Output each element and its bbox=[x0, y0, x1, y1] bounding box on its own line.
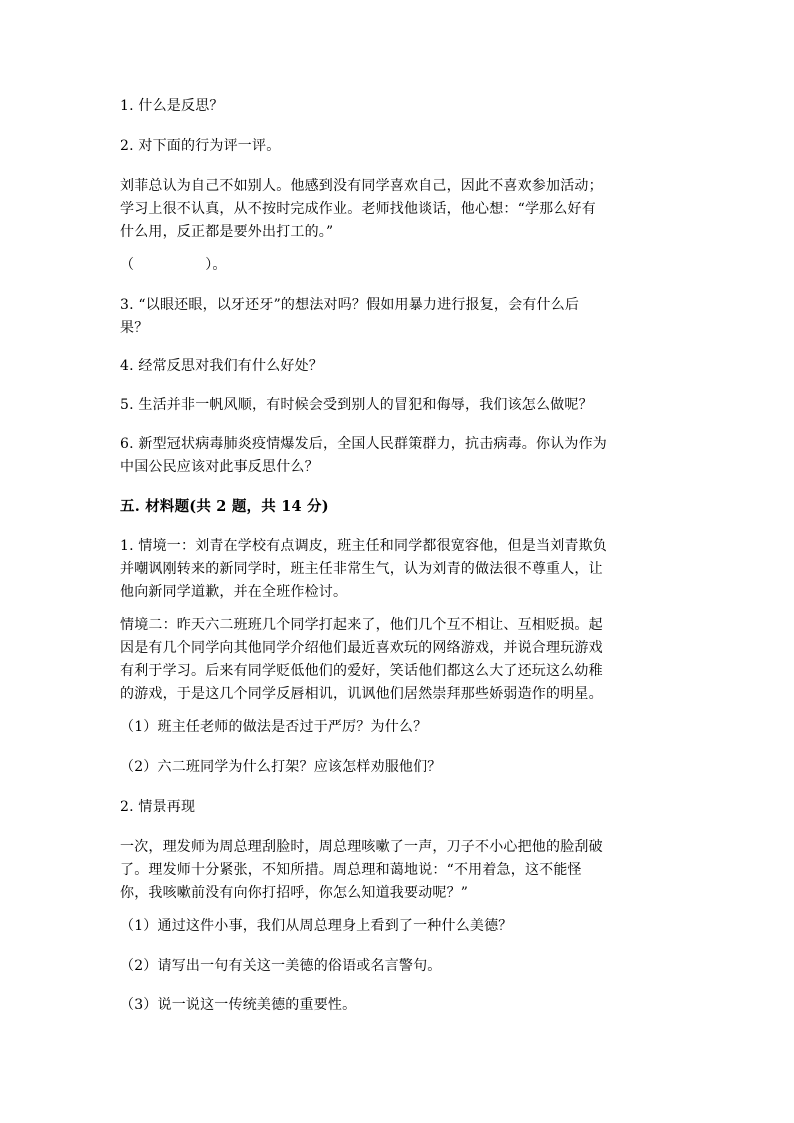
sub-question-text: （2）请写出一句有关这一美德的俗语或名言警句。 bbox=[120, 958, 442, 974]
sub-question-1-1 bbox=[120, 716, 680, 739]
scenario-text: 学习上很不认真，从不按时完成作业。老师找他谈话，他心想：“学那么好有 bbox=[120, 201, 596, 217]
question-2-scenario bbox=[120, 175, 680, 244]
question-text: 3. “以眼还眼，以牙还牙”的想法对吗？假如用暴力进行报复，会有什么后 bbox=[120, 297, 580, 313]
question-2 bbox=[120, 135, 680, 158]
material-scenario-story bbox=[120, 836, 680, 905]
material-question-1 bbox=[120, 535, 680, 604]
sub-question-2-1 bbox=[120, 915, 680, 938]
question-text: 果？ bbox=[120, 320, 149, 336]
material-question-2 bbox=[120, 796, 680, 819]
answer-blank bbox=[120, 254, 680, 277]
sub-question-2-2 bbox=[120, 955, 680, 978]
section-title-text: 五. 材料题(共 2 题，共 14 分) bbox=[120, 498, 329, 515]
answer-blank-text: （ ）。 bbox=[120, 257, 227, 273]
question-6 bbox=[120, 433, 680, 479]
material-text: 有利于学习。后来有同学贬低他们的爱好，笑话他们都这么大了还玩这么幼稚 bbox=[120, 663, 603, 679]
sub-question-2-3 bbox=[120, 994, 680, 1017]
question-text: 中国公民应该对此事反思什么？ bbox=[120, 459, 319, 475]
question-4 bbox=[120, 355, 680, 378]
question-text: 2. 对下面的行为评一评。 bbox=[120, 138, 281, 154]
question-3 bbox=[120, 294, 680, 340]
material-text: 并嘲讽刚转来的新同学时，班主任非常生气，认为刘青的做法很不尊重人，让 bbox=[120, 561, 603, 577]
question-text: 2. 情景再现 bbox=[120, 799, 196, 815]
section-title bbox=[120, 495, 680, 518]
material-text: 你，我咳嗽前没有向你打招呼，你怎么知道我要动呢？” bbox=[120, 885, 469, 901]
question-text: 4. 经常反思对我们有什么好处？ bbox=[120, 358, 324, 374]
sub-question-text: （2）六二班同学为什么打架？应该怎样劝服他们？ bbox=[120, 759, 442, 775]
question-1 bbox=[120, 95, 680, 118]
material-text: 了。理发师十分紧张，不知所措。周总理和蔼地说：“不用着急，这不能怪 bbox=[120, 862, 582, 878]
question-text: 1. 什么是反思？ bbox=[120, 98, 224, 114]
sub-question-text: （3）说一说这一传统美德的重要性。 bbox=[120, 997, 357, 1013]
question-5 bbox=[120, 394, 680, 417]
material-text: 因是有几个同学向其他同学介绍他们最近喜欢玩的网络游戏，并说合理玩游戏 bbox=[120, 640, 603, 656]
material-text: 他向新同学道歉，并在全班作检讨。 bbox=[120, 584, 348, 600]
material-text: 1. 情境一：刘青在学校有点调皮，班主任和同学都很宽容他，但是当刘青欺负 bbox=[120, 538, 608, 554]
material-text: 情境二：昨天六二班班几个同学打起来了，他们几个互不相让、互相贬损。起 bbox=[120, 617, 603, 633]
sub-question-text: （1）班主任老师的做法是否过于严厉？为什么？ bbox=[120, 719, 428, 735]
sub-question-text: （1）通过这件小事，我们从周总理身上看到了一种什么美德？ bbox=[120, 918, 513, 934]
material-text: 的游戏，于是这几个同学反唇相讥，讥讽他们居然崇拜那些娇弱造作的明星。 bbox=[120, 686, 603, 702]
material-scenario-2 bbox=[120, 614, 680, 706]
scenario-text: 刘菲总认为自己不如别人。他感到没有同学喜欢自己，因此不喜欢参加活动； bbox=[120, 178, 603, 194]
question-text: 6. 新型冠状病毒肺炎疫情爆发后，全国人民群策群力，抗击病毒。你认为作为 bbox=[120, 436, 608, 452]
question-text: 5. 生活并非一帆风顺，有时候会受到别人的冒犯和侮辱，我们该怎么做呢？ bbox=[120, 397, 593, 413]
sub-question-1-2 bbox=[120, 756, 680, 779]
scenario-text: 什么用，反正都是要外出打工的。” bbox=[120, 224, 334, 240]
material-text: 一次，理发师为周总理刮脸时，周总理咳嗽了一声，刀子不小心把他的脸刮破 bbox=[120, 839, 603, 855]
